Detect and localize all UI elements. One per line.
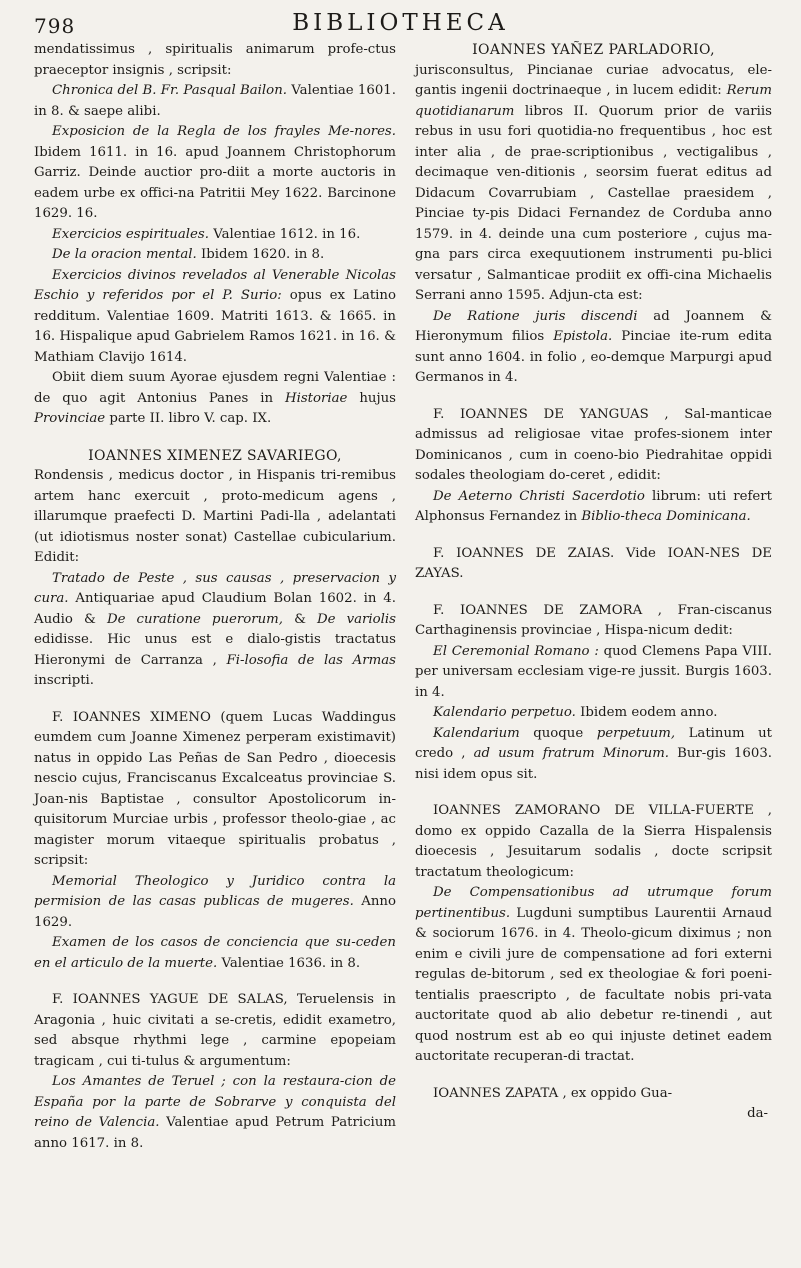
right-column: [415, 40, 772, 1125]
book-entry: [415, 703, 772, 724]
cross-reference: F. IOANNES DE ZAIAS. Vide IOAN-NES DE ZAYAS.: [415, 545, 772, 581]
note-text: hujus: [347, 390, 396, 406]
book-entry: [34, 872, 396, 934]
book-entry: [34, 569, 396, 692]
book-title: perpetuum,: [596, 725, 676, 741]
book-title: El Ceremonial Romano :: [433, 643, 599, 659]
book-details: Anno 1629.: [34, 894, 396, 930]
author-heading: IOANNES XIMENEZ SAVARIEGO,: [88, 447, 342, 464]
book-title: Biblio-theca Dominicana.: [581, 509, 751, 524]
book-details: Bur-gis 1603. nisi idem opus sit.: [415, 746, 773, 782]
author-entry: [415, 801, 772, 883]
book-title: Kalendario perpetuo.: [433, 705, 576, 720]
book-details: Ibidem 1620. in 8.: [196, 247, 325, 262]
author-entry: F. IOANNES XIMENO (quem Lucas Waddingus eumdem cum Joanne Ximenez perperam existimavit) natus in oppido Las Peñas de San Pedro , dioecesis nescio cujus, Franciscanus Excalceatus provinciae S. Joan-nis Baptistae , consultor Apostolicorum in-quisitorum Murciae urbis , professor theolo-giae , ac magister morum vitaeque spiritualis probatus , scripsit:: [34, 709, 396, 868]
book-entry: [415, 642, 772, 704]
bio-text: libros II. Quorum prior de variis rebus in usu fori quotidia-no frequentibus , hoc est inter alia , de prae-scriptionibus , vectigalibus , decimaque ven-ditionis , seorsim fuerat editus ad Didacum Covarrubiam , Castellae praesidem , Pinciae ty-pis Didaci Fernandez de Corduba anno 1579. in 4. deinde una cum posteriore , cujus ma-gna pars circa exequutionem instrumenti pu-blici versatur , Salmanticae prodiit ex offi-cina Michaelis Serrani anno 1595. Adjun-cta est:: [415, 103, 772, 303]
book-details: Latinum ut credo ,: [415, 725, 772, 761]
note-title: Provinciae: [34, 411, 106, 426]
book-title: Examen de los casos de conciencia que su-ceden en el articulo de la muerte.: [34, 935, 396, 971]
bio-text: jurisconsultus, Pincianae curiae advocatus, ele-gantis ingenii doctrinaeque , in lucem edidit:: [415, 62, 772, 98]
page-number: 798: [34, 14, 76, 38]
page-header: [0, 8, 801, 40]
book-details: quoque: [519, 725, 597, 741]
book-details: Lugduni sumptibus Laurentii Arnaud & sociorum 1676. in 4. Theolo-gicum diximus ; non enim e civili jure de compensatione ad fori externi regulas de-bitorum , sed ex theologiae & fori poeni-tentialis praescripto , de facultate nobis pri-vata auctoritate quod ab alio debetur re-tinendi , aut quod nostrum est ab eo qui injuste detinet eadem auctoritate recuperan-di tractat.: [415, 905, 772, 1064]
book-title: De Aeterno Christi Sacerdotio: [433, 488, 645, 504]
running-head: BIBLIOTHECA: [292, 10, 509, 36]
book-title: Memorial Theologico y Juridico contra la permision de las casas publicas de mugeres.: [34, 873, 396, 909]
book-details: Valentiae 1636. in 8.: [217, 955, 361, 971]
book-details: Ibidem 1611. in 16. apud Joannem Christophorum Garriz. Deinde auctior pro-diit a morte auctoris in eadem urbe ex offici-na Patritii Mey 1622. Barcinone 1629. 16.: [34, 144, 396, 221]
note-text: Obiit diem suum Ayorae ejusdem regni Valentiae : de quo agit Antonius Panes in: [34, 370, 396, 406]
book-entry: [415, 307, 772, 389]
obituary-note: [34, 368, 396, 430]
book-details: librum: uti refert Alphonsus Fernandez in: [415, 488, 772, 524]
book-title: De curatione puerorum,: [106, 611, 284, 627]
book-title: Los Amantes de Teruel ; con la restaura-cion de España por la parte de Sobrarve y conquista del reino de Valencia.: [34, 1074, 396, 1130]
book-entry: [34, 122, 396, 225]
book-details: Ibidem eodem anno.: [575, 705, 718, 720]
book-entry: [34, 1072, 396, 1154]
book-details: Valentiae 1612. in 16.: [208, 226, 361, 242]
author-bio: Rondensis , medicus doctor , in Hispanis tri-remibus artem hanc exercuit , proto-medicum agens , illarumque praefecti D. Martini Padi-lla , adelantati (ut idiotismus noster sonat) Castellae cubicularium. Edidit:: [34, 468, 396, 565]
author-name: IOANNES ZAMORANO DE VILLA-FUERTE: [433, 803, 754, 818]
author-entry: F. IOANNES DE YANGUAS , Sal-manticae admissus ad religiosae vitae profes-sionem inter Dominicanos , cum in coeno-bio Piedrahitae oppidi sodales theologiam do-ceret , edidit:: [415, 406, 772, 483]
left-column: [34, 40, 396, 1154]
author-heading: IOANNES YAÑEZ PARLADORIO,: [472, 42, 715, 58]
book-entry: [34, 266, 396, 369]
book-details: ad Joannem & Hieronymum filios: [415, 308, 773, 344]
book-title: De variolis: [317, 611, 397, 627]
author-entry: F. IOANNES DE ZAMORA , Fran-ciscanus Carthaginensis provinciae , Hispa-nicum dedit:: [415, 602, 772, 638]
book-title: ad usum fratrum Minorum.: [473, 746, 670, 761]
book-entry: [415, 883, 772, 1068]
book-entry: [34, 225, 396, 246]
author-entry: IOANNES ZAPATA , ex oppido Gua-: [433, 1085, 673, 1101]
book-details: Valentiae apud Petrum Patricium anno 1617. in 8.: [34, 1115, 396, 1151]
book-details: opus ex Latino redditum. Valentiae 1609. Matriti 1613. & 1665. in 16. Hispalique apud Gabrielem Ramos 1621. in 16. & Mathiam Clavijo 1614.: [34, 288, 396, 365]
book-entry: [34, 81, 396, 122]
book-details: quod Clemens Papa VIII. per universam ecclesiam vige-re jussit. Burgis 1603. in 4.: [415, 643, 772, 700]
book-title: Tratado de Peste , sus causas , preservacion y cura.: [34, 570, 396, 606]
book-title: Fi-losofia de las Armas: [226, 652, 396, 668]
book-title: Rerum quotidianarum: [415, 83, 772, 119]
entry-text: mendatissimus , spiritualis animarum profe-ctus praeceptor insignis , scripsit:: [34, 42, 396, 78]
book-title: Exposicion de la Regla de los frayles Me-nores.: [52, 124, 396, 139]
book-details: &: [283, 611, 318, 627]
book-title: De Ratione juris discendi: [433, 308, 638, 324]
book-details: edidisse. Hic unus est e dialo-gistis tractatus Hieronymi de Carranza ,: [34, 632, 396, 668]
book-details: Antiquariae apud Claudium Bolan 1602. in 4. Audio &: [34, 591, 396, 627]
book-entry: [34, 245, 396, 266]
book-entry: [415, 487, 772, 528]
book-title: Exercicios divinos revelados al Venerable Nicolas Eschio y referidos por el P. Surio:: [34, 267, 396, 303]
author-bio: [415, 61, 772, 307]
book-title: De la oracion mental.: [52, 247, 197, 262]
note-text: parte II. libro V. cap. IX.: [105, 411, 272, 426]
catchword: da-: [747, 1106, 768, 1121]
book-title: Chronica del B. Fr. Pasqual Bailon.: [52, 83, 287, 98]
author-entry: F. IOANNES YAGUE DE SALAS, Teruelensis in Aragonia , huic civitati a se-cretis, edidit exametro, sed absque rhythmi lege , carmine epopeiam tragicam , cui ti-tulus & argumentum:: [34, 992, 396, 1069]
book-title: Exercicios espirituales.: [52, 226, 209, 242]
author-bio: , domo ex oppido Cazalla de la Sierra Hispalensis dioecesis , Jesuitarum sodalis , docte scripsit tractatum theologicum:: [415, 803, 772, 880]
book-entry: [415, 724, 772, 786]
book-details: inscripti.: [34, 673, 95, 688]
book-entry: [34, 933, 396, 974]
book-details: Valentiae 1601. in 8. & saepe alibi.: [34, 83, 396, 119]
book-title: Epistola.: [553, 329, 613, 344]
note-title: Historiae: [285, 390, 348, 406]
book-title: De Compensationibus ad utrumque forum pertinentibus.: [415, 885, 772, 921]
book-title: Kalendarium: [433, 725, 520, 741]
book-details: Pinciae ite-rum edita sunt anno 1604. in folio , eo-demque Marpurgi apud Germanos in 4.: [415, 329, 772, 385]
